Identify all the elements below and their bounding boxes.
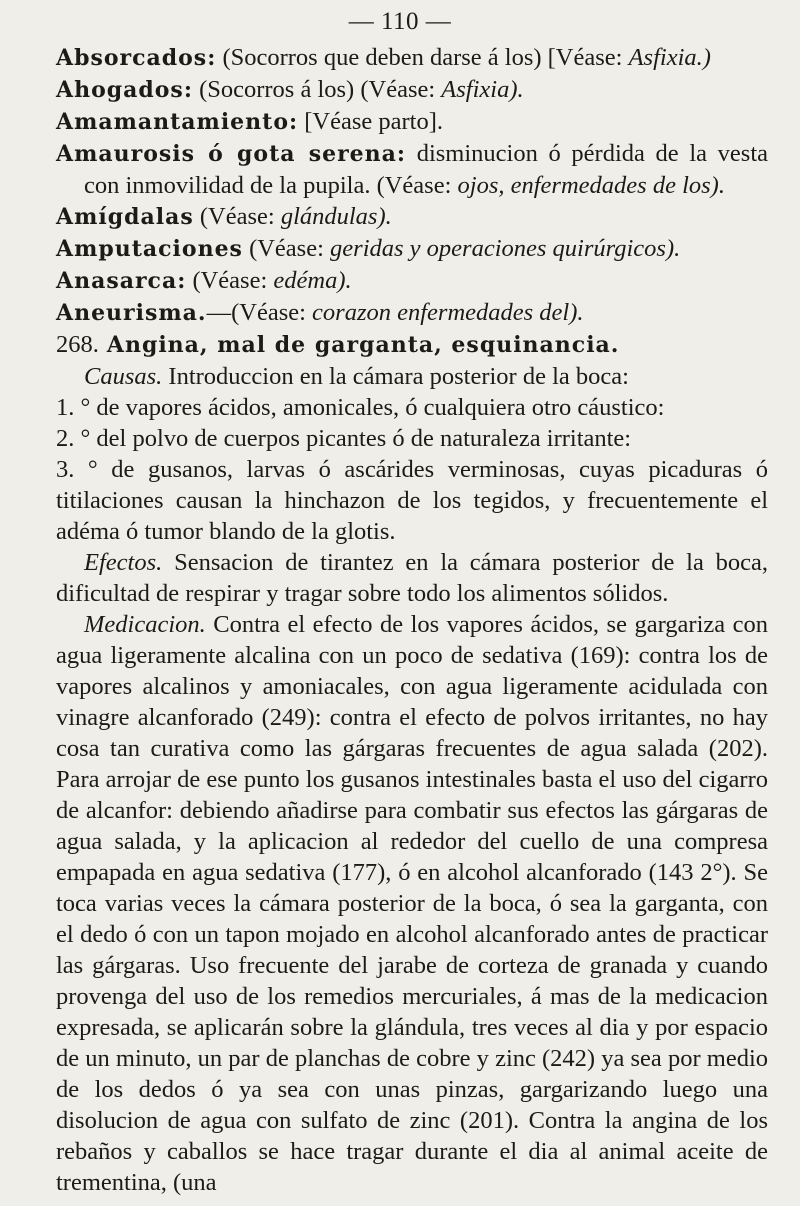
page-number: — 110 — [348,8,452,35]
entry-head: Amaurosis ó gota serena: [56,141,407,167]
entry-text: (Socorros que deben darse á los) [Véase: [222,44,623,71]
entry-text: —(Véase: [206,299,306,326]
cause-item: 3. ° de gusanos, larvas ó ascárides verminosas, cuyas picaduras ó titilaciones causan la hinchazon de los tegidos, y frecuentemente el adéma ó tumor blando de la glotis. [56,456,768,545]
entry-anasarca [56,265,768,297]
causes-paragraph [56,361,768,392]
entry-amaurosis [56,138,768,201]
entry-text: (Véase: [199,203,275,230]
medication-label: Medicacion. [84,611,206,638]
effects-text: Sensacion de tirantez en la cámara posterior de la boca, dificultad de respirar y tragar sobre todo los alimentos sólidos. [56,549,769,607]
entry-amamantamiento [56,106,768,138]
text-body [56,42,768,1198]
entry-text: (Véase: [249,235,324,262]
entry-head: Amígdalas [56,204,194,230]
entry-ref: corazon enfermedades del). [312,299,584,326]
cause-item: 2. ° del polvo de cuerpos picantes ó de naturaleza irritante: [56,425,632,452]
entry-head: Amputaciones [56,236,243,262]
entry-ref: ojos, enfermedades de los). [457,172,725,199]
entry-text: (Socorros á los) (Véase: [199,76,436,103]
effects-paragraph [56,547,768,609]
entry-head: Amamantamiento: [56,109,299,135]
medication-paragraph [56,609,768,1198]
entry-aneurisma [56,297,768,329]
entry-text: (Véase: [192,267,268,294]
entry-ref: geridas y operaciones quirúrgicos). [330,235,681,262]
entry-text: disminucion ó pérdida de la vesta con inmovilidad de la pupila. (Véase: [84,140,768,199]
entry-text: [Véase parto]. [304,108,444,135]
entry-head: Angina, mal de garganta, esquinancia. [106,332,620,358]
entry-ahogados [56,74,768,106]
entry-absorcados [56,42,768,74]
entry-head: Anasarca: [56,268,187,294]
entry-amigdalas [56,201,768,233]
cause-item: 1. ° de vapores ácidos, amonicales, ó cualquiera otro cáustico: [56,394,665,421]
entry-head: Aneurisma. [56,300,207,326]
entry-ref: Asfixia.) [628,44,711,71]
entry-angina [56,329,768,361]
entry-head: Ahogados: [56,77,193,103]
medication-text: Contra el efecto de los vapores ácidos, se gargariza con agua ligeramente alcalina con un poco de sedativa (169): contra los de vapores alcalinos y amoniacales, con agua ligeramente acidulada con vinagre alcanforado (249): contra el efecto de polvos irritantes, no hay cosa tan curativa como las gárgaras frecuentes de agua salada (202). Para arrojar de ese punto los gusanos intestinales basta el uso del cigarro de alcanfor: debiendo añadirse para combatir sus efectos las gárgaras de agua salada, y la aplicacion al rededor del cuello de una compresa empapada en agua sedativa (177), ó en alcohol alcanforado (143 2°). Se toca varias veces la cámara posterior de la boca, ó sea la garganta, con el dedo ó con un tapon mojado en alcohol alcanforado antes de practicar las gárgaras. Uso frecuente del jarabe de corteza de granada y cuando provenga del uso de los remedios mercuriales, á mas de la medicacion expresada, se aplicarán sobre la glándula, tres veces al dia y por espacio de un minuto, un par de planchas de cobre y zinc (242) ya sea por medio de los dedos ó ya sea con unas pinzas, gargarizando luego una disolucion de agua con sulfato de zinc (201). Contra la angina de los rebaños y caballos se hace tragar durante el dia al animal aceite de trementina, (una [56,611,768,1196]
entry-ref: edéma). [273,267,352,294]
entry-number: 268. [56,331,99,358]
entry-amputaciones [56,233,768,265]
causes-label: Causas. [84,363,163,390]
effects-label: Efectos. [84,549,163,576]
entry-ref: glándulas). [280,203,392,230]
entry-head: Absorcados: [56,45,217,71]
entry-ref: Asfixia). [441,76,524,103]
causes-intro: Introduccion en la cámara posterior de la boca: [168,363,629,390]
